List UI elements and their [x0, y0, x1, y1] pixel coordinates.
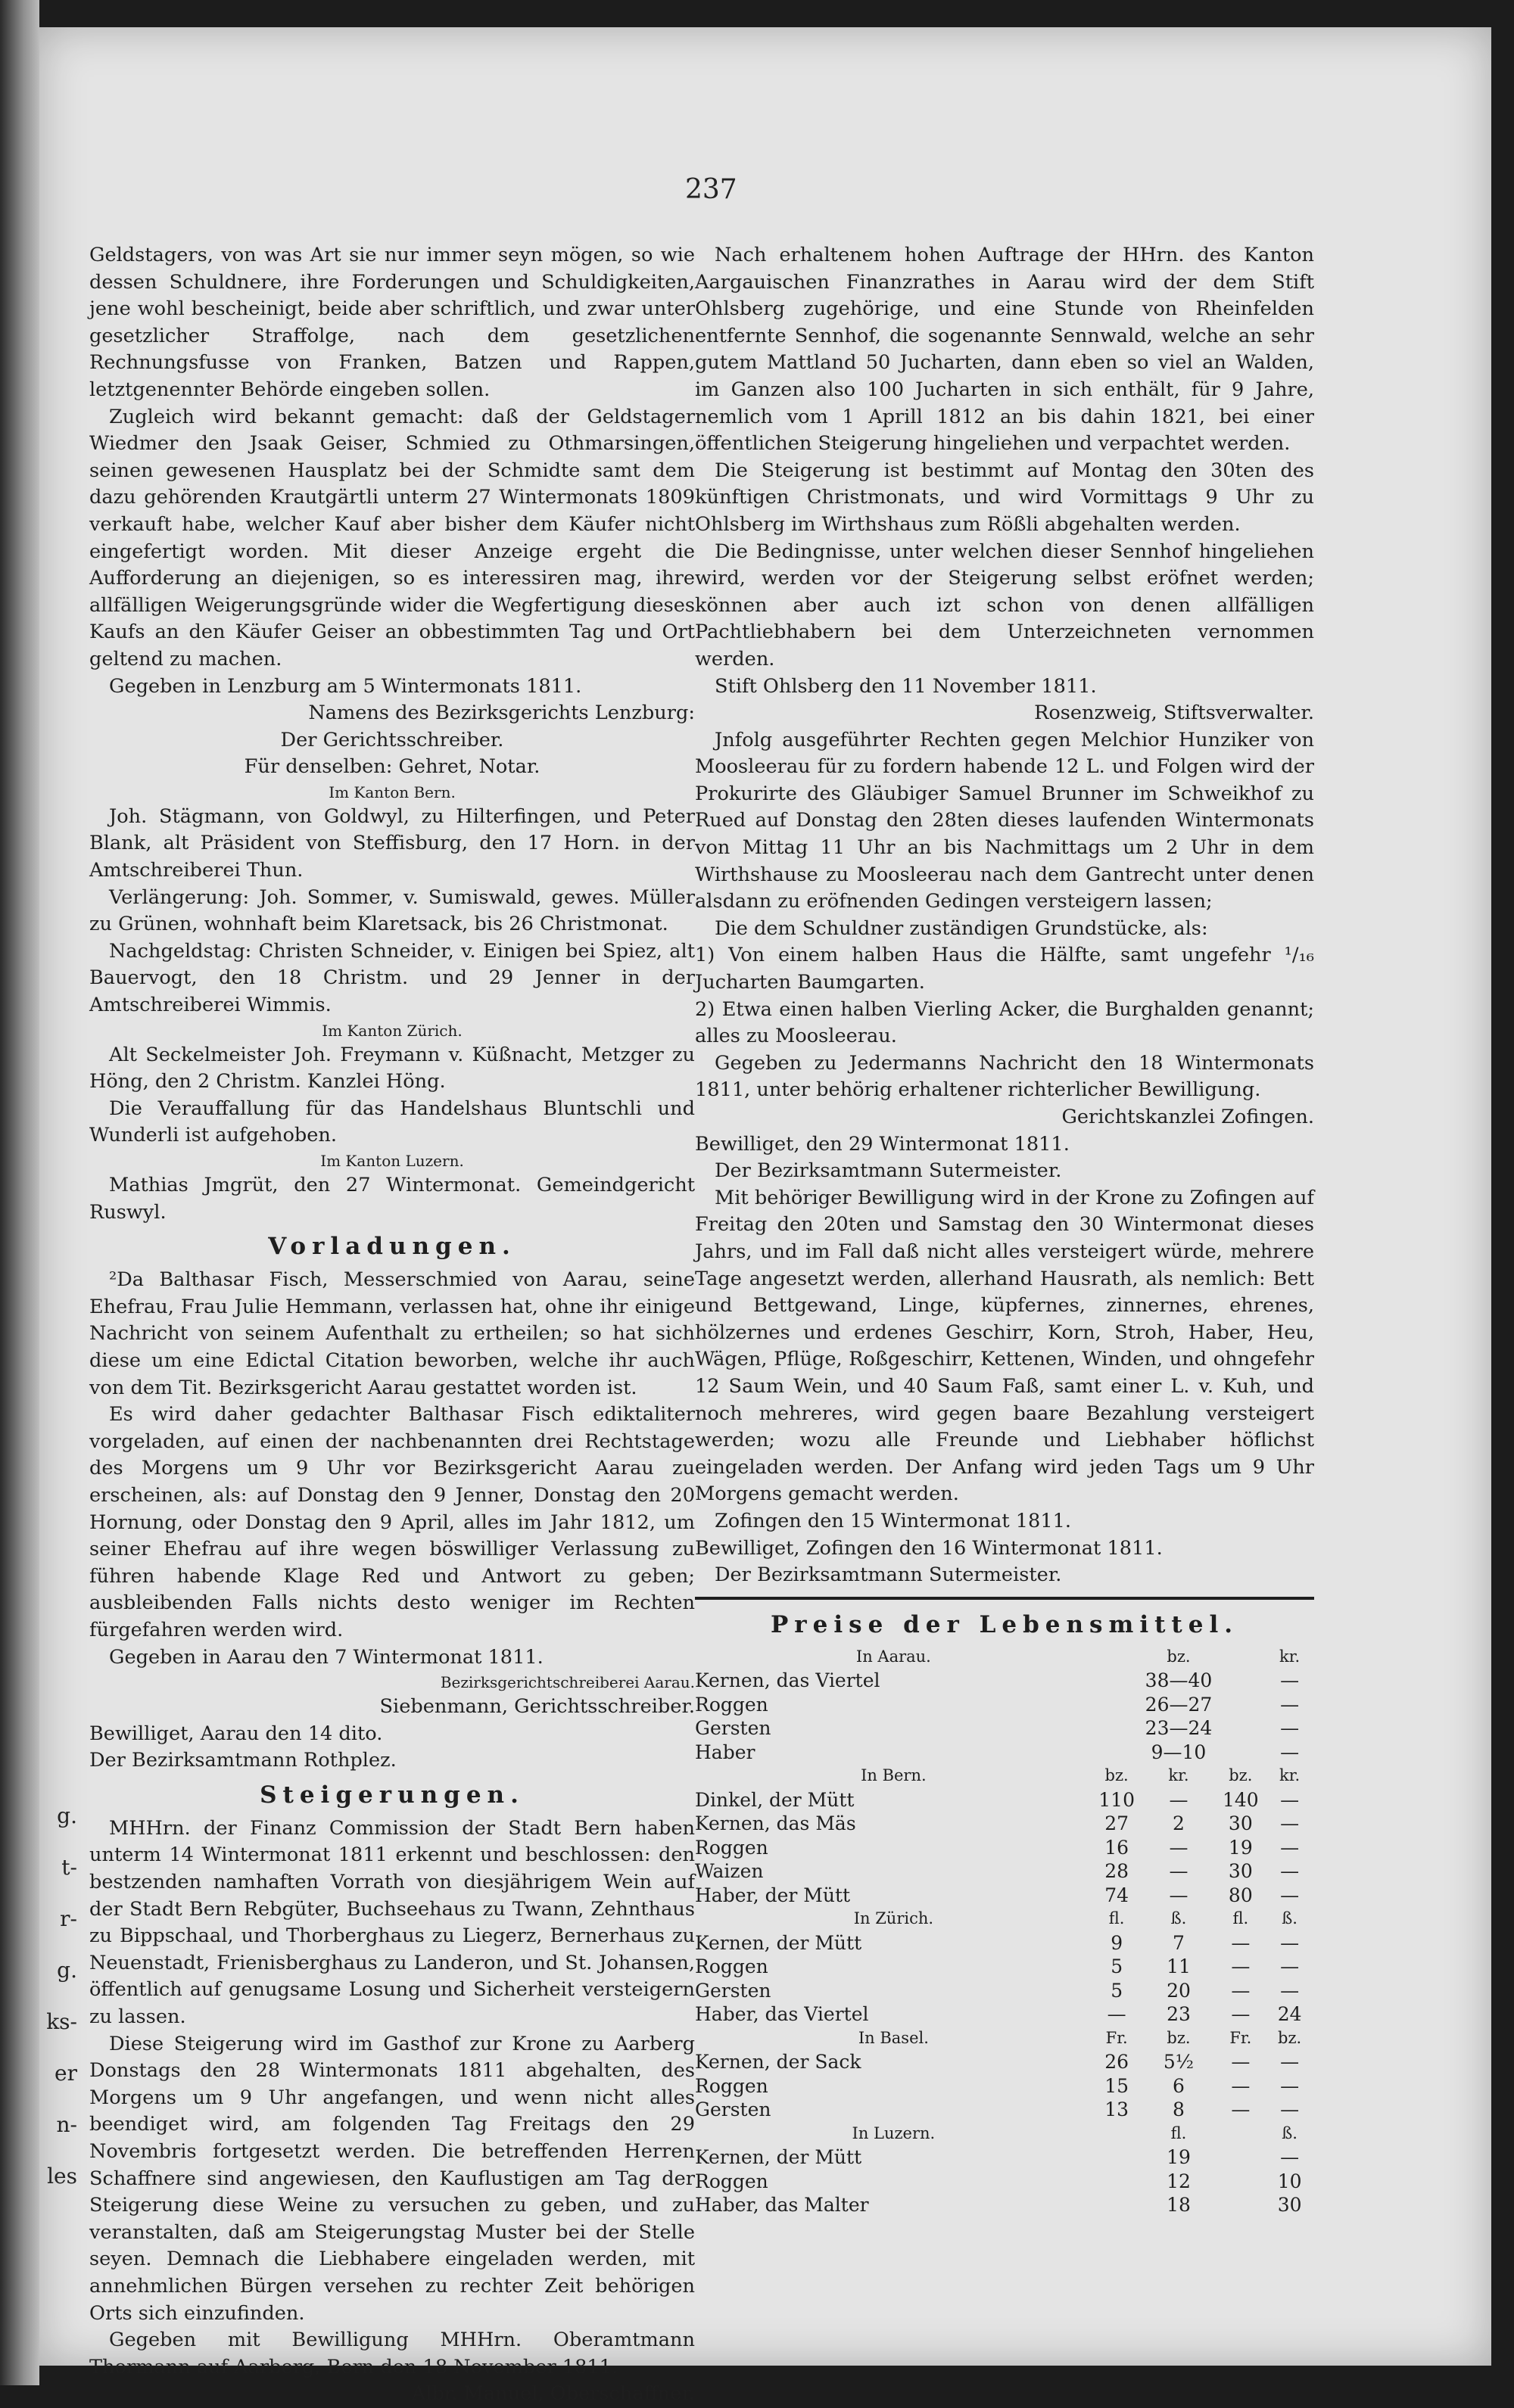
price-row — [695, 2145, 1314, 2170]
price-item: Kernen, der Sack — [695, 2051, 861, 2074]
price-value: 30 — [1277, 2194, 1302, 2217]
sutermeister-signature-1: Der Bezirksamtmann Sutermeister. — [715, 1159, 1062, 1183]
bezirksgerichtschreiberei-aarau: Bezirksgerichtschreiberei Aarau. — [440, 1673, 695, 1692]
price-value: — — [1280, 1693, 1300, 1716]
binding-edge — [0, 0, 39, 2385]
price-item: Roggen — [695, 2170, 768, 2192]
price-value: — — [1169, 1788, 1188, 1811]
fuer-denselben: Für denselben: Gehret, Notar. — [244, 755, 540, 779]
price-value: — — [1280, 2051, 1300, 2074]
price-value: — — [1169, 1884, 1188, 1906]
sutermeister-signature-2: Der Bezirksamtmann Sutermeister. — [715, 1563, 1062, 1587]
price-value: 18 — [1167, 2194, 1191, 2217]
price-row — [695, 1716, 1314, 1741]
gegeben-lenzburg: Gegeben in Lenzburg am 5 Wintermonats 1811. — [109, 674, 582, 698]
bern-entry-3: Nachgeldstag: Christen Schneider, v. Einigen bei Spiez, alt Bauervogt, den 18 Christm. und 29 Jenner in der Amtschreiberei Wimmis. — [89, 939, 695, 1017]
price-value: — — [1280, 1741, 1300, 1763]
price-row — [695, 2050, 1314, 2074]
price-unit: ß. — [1170, 1909, 1187, 1928]
price-item: Kernen, der Mütt — [695, 2146, 862, 2169]
price-value — [1092, 1693, 1142, 1717]
edge-fragment: g. — [57, 1803, 77, 1828]
gerichtsschreiber: Der Gerichtsschreiber. — [280, 728, 504, 751]
price-value: 80 — [1228, 1884, 1253, 1906]
price-value: — — [1280, 1955, 1300, 1978]
price-unit: bz. — [1229, 1766, 1253, 1785]
price-item: Kernen, das Viertel — [695, 1669, 880, 1692]
bewilliget-29: Bewilliget, den 29 Wintermonat 1811. — [695, 1132, 1070, 1156]
price-value: 8 — [1173, 2098, 1185, 2121]
price-item: Dinkel, der Mütt — [695, 1788, 855, 1811]
price-value: 13 — [1104, 2098, 1129, 2121]
price-item: Haber, das Viertel — [695, 2003, 869, 2026]
price-row — [695, 1669, 1314, 1693]
price-value: 5 — [1111, 1955, 1123, 1978]
price-region-name: In Luzern. — [852, 2123, 936, 2142]
price-table — [695, 1645, 1314, 2217]
luzern-entry-1: Mathias Jmgrüt, den 27 Wintermonat. Gemeindgericht Ruswyl. — [89, 1174, 695, 1224]
vorladung-paragraph-2: Es wird daher gedachter Balthasar Fisch ediktaliter vorgeladen, auf einen der nachbenannten drei Rechtstage des Morgens um 9 Uhr vor Bezirksgericht Aarau zu erscheinen, als: auf Donstag den 9 Jenner, Donstag den 20 Hornung, oder Donstag den 9 April, alles im Jahr 1812, um seiner Ehefrau auf ihre wegen böswilliger Verlassung zu führen habende Klage Red und Antwort zu geben; ausbleibenden Falls nichts desto weniger im Rechten fürgefahren werden wird. — [89, 1403, 695, 1641]
edge-fragment: g. — [57, 1958, 77, 1983]
price-value — [1216, 1741, 1265, 1765]
krone-zofingen-paragraph: Mit behöriger Bewilligung wird in der Krone zu Zofingen auf Freitag den 20ten und Samstag den 30 Wintermonat dieses Jahrs, und im Fall daß nicht alles versteigert würde, mehrere Tage angesetzt werden, allerhand Hausrath, als nemlich: Bett und Bettgewand, Linge, küpfernes, zinnernes, ehrenes, hölzernes und erdenes Geschirr, Korn, Stroh, Haber, Heu, Wägen, Pflüge, Roßgeschirr, Kettenen, Winden, und ohngefehr 12 Saum Wein, und 40 Saum Faß, samt einer L. v. Kuh, und noch mehreres, wird gegen baare Bezahlung versteigert werden; wozu alle Freunde und Liebhaber höflichst eingeladen werden. Der Anfang wird jeden Tags um 9 Uhr Morgens gemacht werden. — [695, 1186, 1314, 1506]
price-unit — [1092, 2122, 1142, 2146]
price-row — [695, 2098, 1314, 2122]
price-row — [695, 1955, 1314, 1979]
price-value: 74 — [1104, 1884, 1129, 1906]
price-row — [695, 2002, 1314, 2027]
price-region-row — [695, 1645, 1314, 1669]
price-unit: Fr. — [1229, 2028, 1252, 2047]
ohlsberg-paragraph-2: Die Steigerung ist bestimmt auf Montag den 30ten des künftigen Christmonats, und wird Vormittags 9 Uhr zu Ohlsberg im Wirthshaus zum Rößli abgehalten werden. — [695, 459, 1314, 536]
edge-fragment: t- — [61, 1855, 77, 1880]
namens-lenzburg: Namens des Bezirksgerichts Lenzburg: — [308, 702, 695, 725]
geldstag-intro: Geldstagers, von was Art sie nur immer seyn mögen, so wie dessen Schuldnere, ihre Forderungen und Schuldigkeiten, jene wohl bescheinigt, beide aber schriftlich, und zwar unter gesetzlicher Straffolge, nach dem gesetzlichen Rechnungsfusse von Franken, Batzen und Rappen, letztgenennter Behörde eingeben sollen. — [89, 244, 695, 401]
price-value: — — [1280, 1836, 1300, 1859]
hunziker-paragraph-3: Gegeben zu Jedermanns Nachricht den 18 Wintermonats 1811, unter behörig erhaltener richterlicher Bewilligung. — [695, 1051, 1314, 1102]
kanton-bern-heading: Im Kanton Bern. — [329, 782, 456, 801]
ohlsberg-paragraph-3: Die Bedingnisse, unter welchen dieser Sennhof hingeliehen wird, werden vor der Steigerung selbst eröfnet werden; können aber auch izt schon von denen allfälligen Pachtliebhabern bei dem Unterzeichneten vernommen werden. — [695, 540, 1314, 670]
price-item: Gersten — [695, 2098, 771, 2121]
price-row — [695, 1812, 1314, 1836]
price-value: 19 — [1228, 1836, 1253, 1859]
price-value: 19 — [1167, 2146, 1191, 2169]
steigerung-paragraph-2: Diese Steigerung wird im Gasthof zur Krone zu Aarberg Donstags den 28 Wintermonats 1811 abgehalten, des Morgens um 9 Uhr angefangen, und wenn nicht alles beendiget wird, am folgenden Tag Freitags den 29 Novembris fortgesetzt werden. Die betreffenden Herren Schaffnere sind angewiesen, den Kauflustigen am Tag der Steigerung diese Weine zu versuchen zu geben, und zu veranstalten, daß am Steigerungstag Muster bei der Stelle seyen. Demnach die Liebhabere eingeladen werden, mit annehmlichen Bürgen versehen zu rechter Zeit behörigen Orts sich einzufinden. — [89, 2032, 695, 2325]
price-value: 16 — [1104, 1836, 1129, 1859]
price-row — [695, 2193, 1314, 2217]
price-region-row — [695, 2027, 1314, 2051]
kanton-luzern-heading: Im Kanton Luzern. — [320, 1152, 464, 1170]
price-row — [695, 1979, 1314, 2003]
price-region-name: In Basel. — [858, 2028, 929, 2047]
price-item: Haber, der Mütt — [695, 1884, 851, 1906]
price-value: 2 — [1173, 1812, 1185, 1835]
price-value: 140 — [1222, 1788, 1259, 1811]
price-row — [695, 1836, 1314, 1860]
price-value — [1092, 1669, 1142, 1693]
price-value: 10 — [1277, 2170, 1302, 2192]
edge-fragment: ks- — [46, 2009, 77, 2034]
bewilliget-aarau: Bewilliget, Aarau den 14 dito. — [89, 1722, 383, 1745]
grundstueck-item-1: 1) Von einem halben Haus die Hälfte, samt ungefehr ¹/₁₆ Jucharten Baumgarten. — [695, 944, 1314, 994]
price-value: — — [1231, 2098, 1251, 2121]
price-value: — — [1231, 2003, 1251, 2026]
page-number: 237 — [685, 174, 737, 205]
price-value: — — [1280, 1931, 1300, 1954]
gerichtskanzlei-zofingen: Gerichtskanzlei Zofingen. — [1061, 1106, 1314, 1128]
steigerungen-heading: Steigerungen. — [260, 1781, 525, 1809]
price-value: — — [1280, 1979, 1300, 2002]
price-value: 11 — [1167, 1955, 1191, 1978]
price-value: — — [1231, 2074, 1251, 2097]
neighbouring-page-fragments — [39, 1790, 77, 2320]
price-unit: bz. — [1104, 1766, 1129, 1785]
price-value: — — [1280, 1884, 1300, 1906]
price-value: 12 — [1167, 2170, 1191, 2192]
price-value: 6 — [1173, 2074, 1185, 2097]
edge-fragment: les — [47, 2164, 77, 2189]
price-item: Haber, das Malter — [695, 2194, 869, 2217]
price-row — [695, 2170, 1314, 2194]
price-unit: kr. — [1279, 1766, 1301, 1785]
bern-entry-2: Verlängerung: Joh. Sommer, v. Sumiswald, gewes. Müller zu Grünen, wohnhaft beim Klaretsack, bis 26 Christmonat. — [89, 885, 695, 936]
price-value — [1216, 1693, 1265, 1717]
price-item: Roggen — [695, 2074, 768, 2097]
price-item: Roggen — [695, 1955, 768, 1978]
edge-fragment: er — [55, 2061, 77, 2086]
price-value: — — [1231, 2051, 1251, 2074]
price-region-name: In Bern. — [861, 1766, 927, 1785]
right-column — [695, 242, 1314, 2217]
price-value: 110 — [1098, 1788, 1135, 1811]
zuerich-entry-2: Die Verauffallung für das Handelshaus Bluntschli und Wunderli ist aufgehoben. — [89, 1097, 695, 1147]
price-unit: kr. — [1279, 1647, 1301, 1666]
price-unit: fl. — [1232, 1909, 1249, 1928]
price-value: 9 — [1111, 1931, 1123, 1954]
price-row — [695, 1741, 1314, 1765]
price-value — [1216, 2145, 1265, 2170]
price-item: Gersten — [695, 1717, 771, 1740]
price-row — [695, 1788, 1314, 1812]
edge-fragment: r- — [60, 1906, 77, 1931]
price-value: — — [1231, 1955, 1251, 1978]
price-value: — — [1280, 1669, 1300, 1692]
price-unit: bz. — [1167, 1647, 1191, 1666]
price-unit: ß. — [1282, 2123, 1297, 2142]
price-value: — — [1280, 2098, 1300, 2121]
section-rule — [695, 1597, 1314, 1600]
price-row — [695, 1931, 1314, 1955]
price-value: — — [1280, 1812, 1300, 1835]
price-unit: Fr. — [1105, 2028, 1128, 2047]
price-value — [1216, 2193, 1265, 2217]
price-unit: kr. — [1168, 1766, 1189, 1785]
price-value: — — [1280, 1717, 1300, 1740]
price-unit: ß. — [1282, 1909, 1297, 1928]
bewilliget-16: Bewilliget, Zofingen den 16 Wintermonat 1811. — [695, 1536, 1163, 1560]
price-value: 30 — [1228, 1812, 1253, 1835]
price-unit — [1216, 2122, 1265, 2146]
price-unit: bz. — [1278, 2028, 1302, 2047]
price-value — [1092, 2193, 1142, 2217]
price-item: Haber — [695, 1741, 755, 1763]
stift-ohlsberg-date: Stift Ohlsberg den 11 November 1811. — [715, 674, 1097, 698]
price-region-row — [695, 1907, 1314, 1931]
price-item: Kernen, der Mütt — [695, 1931, 862, 1954]
price-value: — — [1280, 1860, 1300, 1883]
price-value: — — [1169, 1836, 1188, 1859]
bern-entry-1: Joh. Stägmann, von Goldwyl, zu Hilterfingen, und Peter Blank, alt Präsident von Steffisburg, den 17 Horn. in der Amtschreiberei Thun. — [89, 804, 695, 882]
price-unit — [1216, 1645, 1265, 1669]
price-value — [1216, 1716, 1265, 1741]
price-unit: fl. — [1108, 1909, 1125, 1928]
price-item: Waizen — [695, 1860, 764, 1883]
rosenzweig-signature: Rosenzweig, Stiftsverwalter. — [1034, 702, 1314, 725]
ohlsberg-paragraph-1: Nach erhaltenem hohen Auftrage der HHrn. des Kanton Aargauischen Finanzrathes in Aarau wird der dem Stift Ohlsberg zugehörige, und eine Stunde von Rheinfelden entfernte Sennhof, die sogenannte Sennwald, welche an sehr gutem Mattland 50 Jucharten, dann eben so viel an Walden, im Ganzen also 100 Jucharten in sich enthält, für 9 Jahre, nemlich vom 1 Aprill 1812 an bis dahin 1821, bei einer öffentlichen Steigerung hingeliehen und verpachtet werden. — [695, 244, 1314, 456]
left-column — [89, 242, 695, 2408]
price-value: — — [1107, 2003, 1126, 2026]
price-region-row — [695, 2122, 1314, 2146]
zofingen-15-date: Zofingen den 15 Wintermonat 1811. — [715, 1509, 1072, 1532]
price-value — [1216, 1669, 1265, 1693]
price-row — [695, 1884, 1314, 1908]
steigerung-paragraph-3: Gegeben mit Bewilligung MHHrn. Oberamtmann Thormann auf Aarberg, Bern den 18 November 1811. — [89, 2329, 695, 2378]
price-value: 5½ — [1163, 2051, 1195, 2074]
price-value: — — [1169, 1860, 1188, 1883]
kanton-zuerich-heading: Im Kanton Zürich. — [322, 1021, 463, 1040]
price-value: 9—10 — [1151, 1741, 1207, 1763]
price-value: 5 — [1111, 1979, 1123, 2002]
price-value — [1092, 1741, 1142, 1765]
preise-heading: Preise der Lebensmittel. — [770, 1610, 1239, 1638]
price-value: 24 — [1277, 2003, 1302, 2026]
siebenmann-signature: Siebenmann, Gerichtsschreiber. — [379, 1695, 695, 1719]
price-item: Kernen, das Mäs — [695, 1812, 856, 1835]
price-row — [695, 1859, 1314, 1884]
price-value: — — [1231, 1931, 1251, 1954]
manuel-signature: Albr. Manuel, Oberschaffner. — [411, 2382, 695, 2406]
price-value: 38—40 — [1145, 1669, 1213, 1692]
hunziker-paragraph-1: Jnfolg ausgeführter Rechten gegen Melchior Hunziker von Moosleerau für zu fordern habende 12 L. und Folgen wird der Prokurirte des Gläubiger Samuel Brunner im Schweikhof zu Rued auf Donstag den 28ten dieses laufenden Wintermonats von Mittag 11 Uhr an bis Nachmittags um 2 Uhr in dem Wirthshause zu Moosleerau nach dem Gantrecht unter denen alsdann zu eröfnenden Gedingen versteigern lassen; — [695, 728, 1314, 913]
price-unit — [1092, 1645, 1142, 1669]
grundstueck-item-2: 2) Etwa einen halben Vierling Acker, die Burghalden genannt; alles zu Moosleerau. — [695, 997, 1314, 1048]
price-item: Roggen — [695, 1693, 768, 1716]
edge-fragment: n- — [56, 2112, 77, 2137]
price-value — [1216, 2170, 1265, 2194]
price-value: 26—27 — [1145, 1693, 1213, 1716]
price-value: 26 — [1104, 2051, 1129, 2074]
price-value: 30 — [1228, 1860, 1253, 1883]
hunziker-paragraph-2: Die dem Schuldner zuständigen Grundstücke, als: — [715, 916, 1208, 940]
steigerung-paragraph-1: MHHrn. der Finanz Commission der Stadt Bern haben unterm 14 Wintermonat 1811 erkennt und beschlossen: den bestzenden namhaften Vorrath von diesjährigem Wein auf der Stadt Bern Rebgüter, Buchseehaus zu Twann, Zehnthaus zu Bippschaal, und Thorberghaus zu Liegerz, Bernerhaus zu Neuenstadt, Frienisberghaus zu Landeron, und St. Johansen, öffentlich auf genugsame Losung und Sicherheit versteigern zu lassen. — [89, 1816, 695, 2029]
price-unit: fl. — [1170, 2123, 1187, 2142]
bezirksamtmann-rothplez: Der Bezirksamtmann Rothplez. — [89, 1749, 397, 1772]
price-row — [695, 1693, 1314, 1717]
price-value: 7 — [1173, 1931, 1185, 1954]
price-value: 23 — [1167, 2003, 1191, 2026]
price-region-row — [695, 1764, 1314, 1788]
zuerich-entry-1: Alt Seckelmeister Joh. Freymann v. Küßnacht, Metzger zu Höng, den 2 Christm. Kanzlei Höng. — [89, 1043, 695, 1094]
gegeben-aarau: Gegeben in Aarau den 7 Wintermonat 1811. — [109, 1645, 544, 1669]
price-value — [1092, 1716, 1142, 1741]
price-value: 28 — [1104, 1860, 1129, 1883]
price-row — [695, 2074, 1314, 2098]
price-item: Roggen — [695, 1836, 768, 1859]
price-value: 23—24 — [1145, 1717, 1213, 1740]
price-value — [1092, 2145, 1142, 2170]
price-region-name: In Aarau. — [855, 1647, 931, 1666]
price-value: 20 — [1167, 1979, 1191, 2002]
price-value: — — [1280, 2074, 1300, 2097]
price-value: 27 — [1104, 1812, 1129, 1835]
price-value: — — [1280, 2146, 1300, 2169]
vorladung-paragraph-1: ²Da Balthasar Fisch, Messerschmied von Aarau, seine Ehefrau, Frau Julie Hemmann, verlassen hat, ohne ihr einige Nachricht von seinem Aufenthalt zu ertheilen; so hat sich diese um eine Edictal Citation beworben, welche ihr auch von dem Tit. Bezirksgericht Aarau gestattet worden ist. — [89, 1268, 695, 1399]
price-value: — — [1280, 1788, 1300, 1811]
vorladungen-heading: Vorladungen. — [268, 1233, 516, 1261]
price-value — [1092, 2170, 1142, 2194]
price-value: 15 — [1104, 2074, 1129, 2097]
price-item: Gersten — [695, 1979, 771, 2002]
price-value: — — [1231, 1979, 1251, 2002]
price-region-name: In Zürich. — [853, 1909, 934, 1928]
price-unit: bz. — [1167, 2028, 1191, 2047]
zugleich-notice: Zugleich wird bekannt gemacht: daß der Geldstager Wiedmer den Jsaak Geiser, Schmied zu Othmarsingen, seinen gewesenen Hausplatz bei der Schmidte samt dem dazu gehörenden Krautgärtli unterm 27 Wintermonats 1809 verkauft habe, welcher Kauf aber bisher dem Käufer nicht eingefertigt worden. Mit dieser Anzeige ergeht die Aufforderung an diejenigen, so es interessiren mag, ihre allfälligen Weigerungsgründe wider die Wegfertigung dieses Kaufs an den Käufer Geiser an obbestimmten Tag und Ort geltend zu machen. — [89, 405, 695, 670]
